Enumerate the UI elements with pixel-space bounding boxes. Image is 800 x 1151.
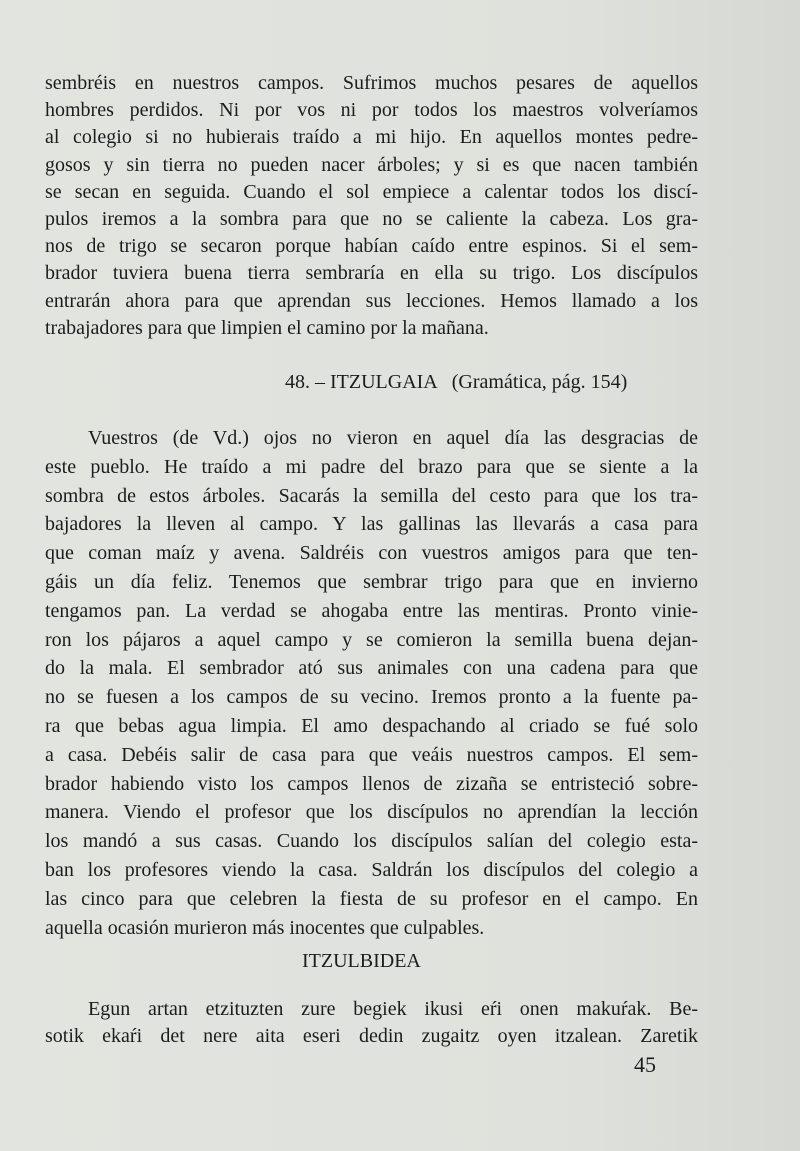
exercise-title: 48. – ITZULGAIA <box>285 371 438 393</box>
text-line: trabajadores para que limpien el camino por la mañana. <box>45 316 489 339</box>
answer-heading: ITZULBIDEA <box>302 950 421 972</box>
text-line: aquella ocasión murieron más inocentes que culpables. <box>45 916 485 939</box>
text-line: hombres perdidos. Ni por vos ni por todos los maestros volveríamos <box>45 99 698 122</box>
text-line: brador habiendo visto los campos llenos de zizaña se entristeció sobre- <box>45 772 698 795</box>
text-line: gosos y sin tierra no pueden nacer árboles; y si es que nacen también <box>45 153 698 176</box>
text-line: bajadores la lleven al campo. Y las gallinas las llevarás a casa para <box>45 513 698 536</box>
text-line: tengamos pan. La verdad se ahogaba entre las mentiras. Pronto vinie- <box>45 599 698 622</box>
text-line: brador tuviera buena tierra sembraría en ella su trigo. Los discípulos <box>45 262 698 285</box>
exercise-paragraph <box>45 424 698 942</box>
text-line: las cinco para que celebren la fiesta de su profesor en el campo. En <box>45 887 698 910</box>
text-line: sembréis en nuestros campos. Sufrimos muchos pesares de aquellos <box>45 72 698 94</box>
text-line: nos de trigo se secaron porque habían caído entre espinos. Si el sem- <box>45 235 698 258</box>
grammar-reference: (Gramática, pág. 154) <box>451 371 628 393</box>
paragraph-continuation <box>45 70 698 342</box>
text-line: sotik ekaŕi det nere aita eseri dedin zugaitz oyen itzalean. Zaretik <box>45 1025 698 1047</box>
text-line: Vuestros (de Vd.) ojos no vieron en aquel día las desgracias de <box>88 427 698 449</box>
text-line: ban los profesores viendo la casa. Saldrán los discípulos del colegio a <box>45 858 698 881</box>
text-line: gáis un día feliz. Tenemos que sembrar trigo para que en invierno <box>45 570 698 593</box>
text-line: sombra de estos árboles. Sacarás la semilla del cesto para que los tra- <box>45 484 698 507</box>
page-number: 45 <box>634 1052 656 1077</box>
text-line: que coman maíz y avena. Saldréis con vuestros amigos para que ten- <box>45 542 698 565</box>
text-line: al colegio si no hubierais traído a mi hijo. En aquellos montes pedre- <box>45 126 698 149</box>
text-line: a casa. Debéis salir de casa para que veáis nuestros campos. El sem- <box>45 743 698 766</box>
text-line: pulos iremos a la sombra para que no se caliente la cabeza. Los gra- <box>45 207 698 230</box>
exercise-heading <box>285 371 627 394</box>
text-line: entrarán ahora para que aprendan sus lecciones. Hemos llamado a los <box>45 289 698 312</box>
text-line: se secan en seguida. Cuando el sol empiece a calentar todos los discí- <box>45 180 698 203</box>
text-line: ra que bebas agua limpia. El amo despachando al criado se fué solo <box>45 714 698 737</box>
text-line: este pueblo. He traído a mi padre del brazo para que se siente a la <box>45 455 698 478</box>
text-line: los mandó a sus casas. Cuando los discípulos salían del colegio esta- <box>45 830 698 853</box>
text-line: Egun artan etzituzten zure begiek ikusi eŕi onen makuŕak. Be- <box>88 998 698 1020</box>
answer-paragraph <box>45 996 698 1050</box>
text-line: ron los pájaros a aquel campo y se comieron la semilla buena dejan- <box>45 628 698 651</box>
text-line: do la mala. El sembrador ató sus animales con una cadena para que <box>45 657 698 680</box>
text-line: no se fuesen a los campos de su vecino. Iremos pronto a la fuente pa- <box>45 686 698 709</box>
text-line: manera. Viendo el profesor que los discípulos no aprendían la lección <box>45 801 698 824</box>
